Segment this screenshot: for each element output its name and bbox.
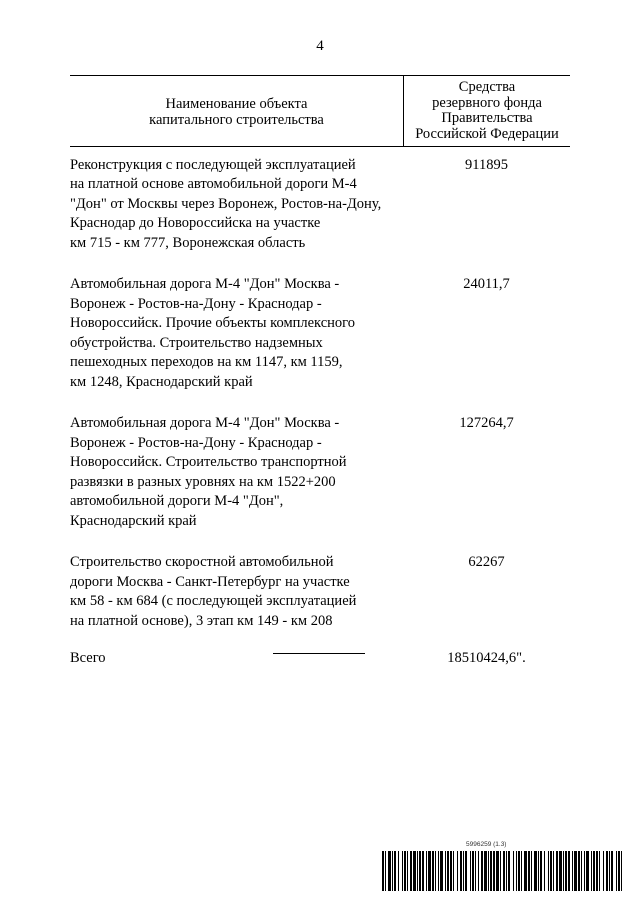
- object-name-line: "Дон" от Москвы через Воронеж, Ростов-на-Дону,: [70, 195, 382, 212]
- barcode-bar: [516, 851, 517, 891]
- barcode-bar: [524, 851, 527, 891]
- table-row: [70, 275, 570, 392]
- barcode-bar: [392, 851, 393, 891]
- amount-value: 127264,7: [459, 415, 514, 432]
- barcode-bar: [445, 851, 446, 891]
- barcode-bar: [488, 851, 489, 891]
- barcode-bar: [435, 851, 436, 891]
- barcode-bar: [611, 851, 613, 891]
- barcode-bar: [385, 851, 386, 891]
- document-barcode: [382, 841, 622, 893]
- barcode-bar: [428, 851, 431, 891]
- object-name-line: км 715 - км 777, Воронежская область: [70, 234, 306, 251]
- end-divider: [273, 653, 365, 654]
- object-name-line: Строительство скоростной автомобильной: [70, 554, 334, 571]
- object-name: [70, 275, 403, 392]
- barcode-bar: [584, 851, 585, 891]
- barcode-bar: [518, 851, 520, 891]
- barcode-bar: [603, 851, 604, 891]
- barcode-bar: [410, 851, 412, 891]
- barcode-bar: [496, 851, 499, 891]
- barcode-bar: [618, 851, 620, 891]
- object-name-line: Воронеж - Ростов-на-Дону - Краснодар -: [70, 434, 322, 451]
- object-name-line: км 58 - км 684 (с последующей эксплуатацией: [70, 593, 357, 610]
- object-name-line: Автомобильная дорога М-4 "Дон" Москва -: [70, 415, 340, 432]
- funding-table: [70, 75, 570, 669]
- barcode-bar: [481, 851, 483, 891]
- barcode-bar: [574, 851, 577, 891]
- barcode-bar: [394, 851, 396, 891]
- object-name-line: км 1248, Краснодарский край: [70, 373, 253, 390]
- amount-value: 911895: [465, 156, 508, 173]
- object-name-line: Краснодарский край: [70, 512, 197, 529]
- barcode-bar: [382, 851, 384, 891]
- barcode-bar: [591, 851, 592, 891]
- barcode-bar: [540, 851, 542, 891]
- barcode-bar: [544, 851, 545, 891]
- barcode-bar: [548, 851, 549, 891]
- barcode-bar: [538, 851, 539, 891]
- barcode-bar: [475, 851, 476, 891]
- barcode-bar: [581, 851, 582, 891]
- object-name-line: на платной основе автомобильной дороги М-4: [70, 176, 357, 193]
- barcode-bar: [593, 851, 595, 891]
- header-object-name: [70, 76, 403, 146]
- barcode-bar: [453, 851, 454, 891]
- barcode-bar: [609, 851, 610, 891]
- header-name-line: капитального строительства: [149, 112, 324, 128]
- amount-value: 62267: [468, 554, 505, 571]
- object-name: [70, 414, 403, 531]
- header-name-line: Наименование объекта: [165, 96, 308, 112]
- total-label: Всего: [70, 650, 106, 667]
- barcode-bar: [417, 851, 418, 891]
- barcode-bar: [550, 851, 552, 891]
- page-number: 4: [316, 38, 324, 54]
- object-name-line: автомобильной дороги М-4 "Дон",: [70, 493, 284, 510]
- barcode-bar: [450, 851, 452, 891]
- barcode-bar: [559, 851, 562, 891]
- barcode-bar: [531, 851, 532, 891]
- barcode-bar: [484, 851, 487, 891]
- object-name-line: Краснодар до Новороссийска на участке: [70, 215, 321, 232]
- barcode-bar: [493, 851, 495, 891]
- barcode-bar: [568, 851, 570, 891]
- barcode-bar: [404, 851, 406, 891]
- object-name-line: Новороссийск. Прочие объекты комплексного: [70, 315, 356, 332]
- barcode-bar: [440, 851, 443, 891]
- amount-value: 24011,7: [463, 276, 510, 293]
- barcode-bar: [413, 851, 416, 891]
- barcode-bar: [460, 851, 462, 891]
- barcode-bar: [402, 851, 403, 891]
- total-amount: 18510424,6".: [447, 650, 526, 667]
- barcode-bar: [599, 851, 600, 891]
- header-amount-line: Правительства: [441, 110, 533, 127]
- barcode-bar: [503, 851, 505, 891]
- barcode-bar: [457, 851, 458, 891]
- barcode-bar: [534, 851, 537, 891]
- barcode-bar: [521, 851, 522, 891]
- object-name: [70, 156, 403, 254]
- object-name-line: пешеходных переходов на км 1147, км 1159,: [70, 354, 343, 371]
- barcode-bar: [616, 851, 617, 891]
- barcode-bar: [398, 851, 399, 891]
- barcode-bar: [586, 851, 589, 891]
- object-name: [70, 553, 403, 631]
- object-name-line: Автомобильная дорога М-4 "Дон" Москва -: [70, 276, 340, 293]
- barcode-bar: [578, 851, 580, 891]
- barcode-bar: [407, 851, 408, 891]
- object-name-line: Реконструкция с последующей эксплуатацией: [70, 156, 356, 173]
- table-header: [70, 75, 570, 147]
- barcode-bar: [565, 851, 567, 891]
- barcode-bar: [490, 851, 492, 891]
- table-row: [70, 156, 570, 254]
- barcode-bar: [422, 851, 424, 891]
- barcode-bar: [621, 851, 622, 891]
- barcode-bar: [470, 851, 471, 891]
- object-name-line: Новороссийск. Строительство транспортной: [70, 454, 347, 471]
- barcode-caption: 5996259 (1.3): [466, 841, 507, 848]
- barcode-bar: [606, 851, 608, 891]
- barcode-bar: [465, 851, 467, 891]
- object-name-line: развязки в разных уровнях на км 1522+200: [70, 473, 336, 490]
- barcode-bar: [563, 851, 564, 891]
- header-reserve-fund: [403, 76, 570, 146]
- barcode-bar: [438, 851, 439, 891]
- object-name-line: на платной основе), 3 этап км 149 - км 208: [70, 612, 333, 629]
- barcode-bar: [426, 851, 427, 891]
- object-name-line: дороги Москва - Санкт-Петербург на участке: [70, 573, 350, 590]
- barcode-bar: [472, 851, 474, 891]
- header-amount-line: Средства: [458, 79, 516, 95]
- barcode-bar: [513, 851, 514, 891]
- barcode-bar: [463, 851, 464, 891]
- table-row: [70, 553, 570, 631]
- barcode-bar: [432, 851, 434, 891]
- barcode-bar: [596, 851, 598, 891]
- object-name-line: Воронеж - Ростов-на-Дону - Краснодар -: [70, 295, 322, 312]
- table-row: [70, 414, 570, 531]
- barcode-bar: [419, 851, 421, 891]
- barcode-bar: [500, 851, 501, 891]
- object-name-line: обустройства. Строительство надземных: [70, 334, 323, 351]
- barcode-bar: [572, 851, 573, 891]
- barcode-bar: [528, 851, 530, 891]
- barcode-icon: [382, 851, 622, 891]
- header-amount-line: Российской Федерации: [415, 126, 559, 143]
- barcode-bar: [388, 851, 391, 891]
- barcode-bar: [506, 851, 507, 891]
- barcode-bar: [478, 851, 479, 891]
- barcode-bar: [556, 851, 558, 891]
- barcode-bar: [508, 851, 510, 891]
- header-amount-line: резервного фонда: [432, 94, 542, 111]
- table-body: [70, 147, 570, 669]
- barcode-bar: [447, 851, 449, 891]
- barcode-bar: [553, 851, 554, 891]
